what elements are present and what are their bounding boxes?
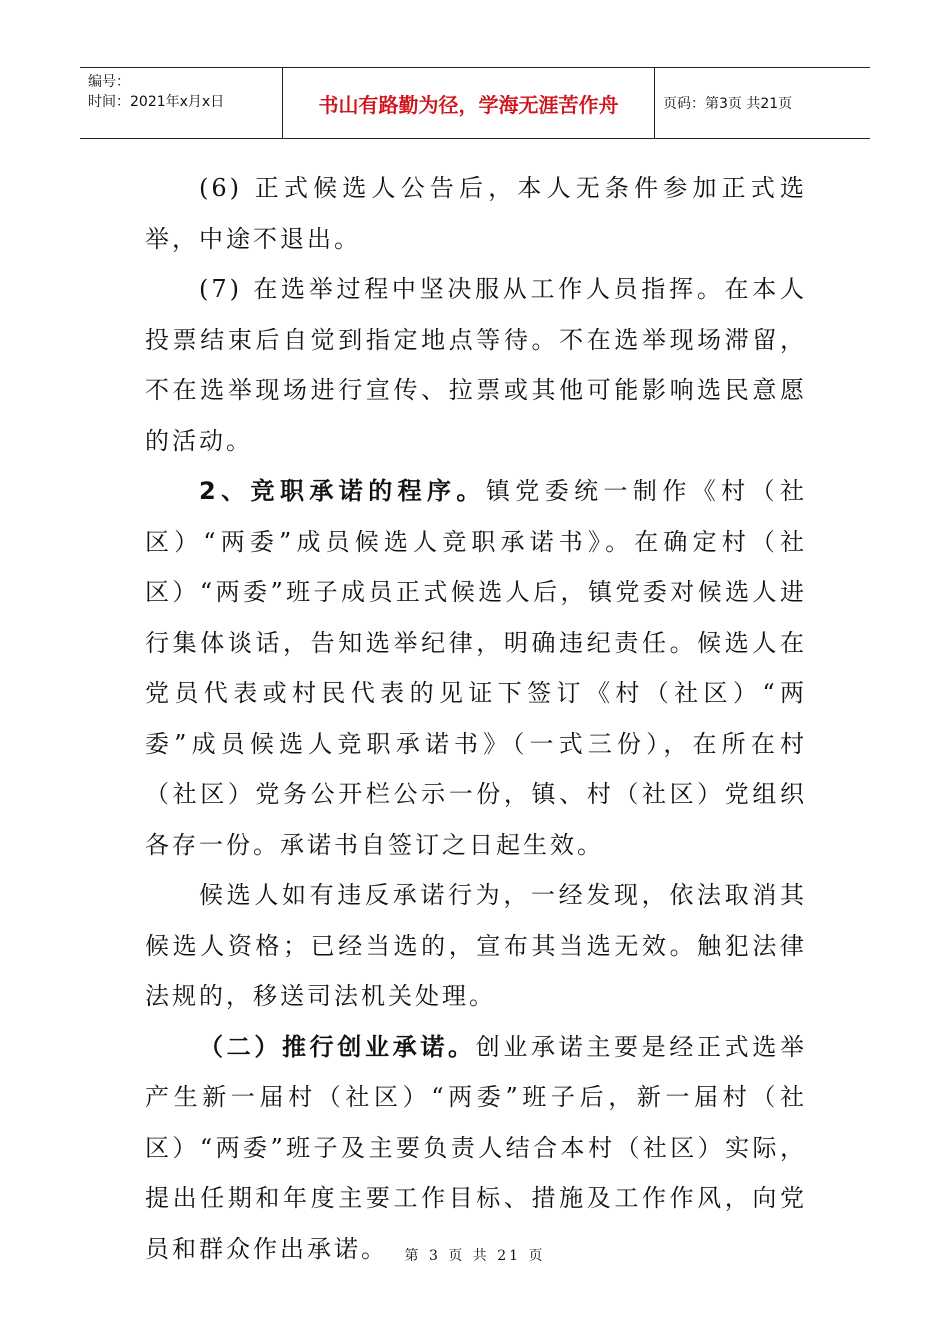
- motto-text: 书山有路勤为径，学海无涯苦作舟: [318, 92, 619, 117]
- header-motto-cell: [283, 68, 655, 138]
- header-page-info: 页码：第3页 共21页: [663, 96, 793, 112]
- page-footer: 第 3 页 共 21 页: [404, 1248, 546, 1264]
- paragraph: [145, 264, 807, 466]
- paragraph-lead: （二）推行创业承诺。: [199, 1032, 476, 1061]
- paragraph: [145, 163, 807, 264]
- paragraph: [145, 466, 807, 870]
- paragraph: [145, 1022, 807, 1275]
- paragraph-text: 镇党委统一制作《村（社区）“两委”成员候选人竞职承诺书》。在确定村（社区）“两委”班子成员正式候选人后，镇党委对候选人进行集体谈话，告知选举纪律，明确违纪责任。候选人在党员代表或村民代表的见证下签订《村（社区）“两委”成员候选人竞职承诺书》（一式三份），在所在村（社区）党务公开栏公示一份，镇、村（社区）党组织各存一份。承诺书自签订之日起生效。: [145, 477, 808, 859]
- paragraph: [145, 870, 807, 1022]
- paragraph-text: (6) 正式候选人公告后，本人无条件参加正式选举，中途不退出。: [145, 174, 807, 253]
- time-label: 时间：2021年x月x日: [88, 94, 225, 110]
- number-label: 编号：: [88, 74, 130, 90]
- document-body: [145, 163, 807, 1274]
- header-meta: [80, 68, 283, 138]
- paragraph-lead: 2、竞职承诺的程序。: [199, 477, 486, 505]
- paragraph-text: (7) 在选举过程中坚决服从工作人员指挥。在本人投票结束后自觉到指定地点等待。不在选举现场滞留，不在选举现场进行宣传、拉票或其他可能影响选民意愿的活动。: [145, 275, 807, 455]
- paragraph-text: 创业承诺主要是经正式选举产生新一届村（社区）“两委”班子后，新一届村（社区）“两委”班子及主要负责人结合本村（社区）实际，提出任期和年度主要工作目标、措施及工作作风，向党员和群众作出承诺。: [145, 1032, 808, 1263]
- page-header: [80, 67, 870, 139]
- paragraph-text: 候选人如有违反承诺行为，一经发现，依法取消其候选人资格；已经当选的，宣布其当选无效。触犯法律法规的，移送司法机关处理。: [145, 881, 807, 1010]
